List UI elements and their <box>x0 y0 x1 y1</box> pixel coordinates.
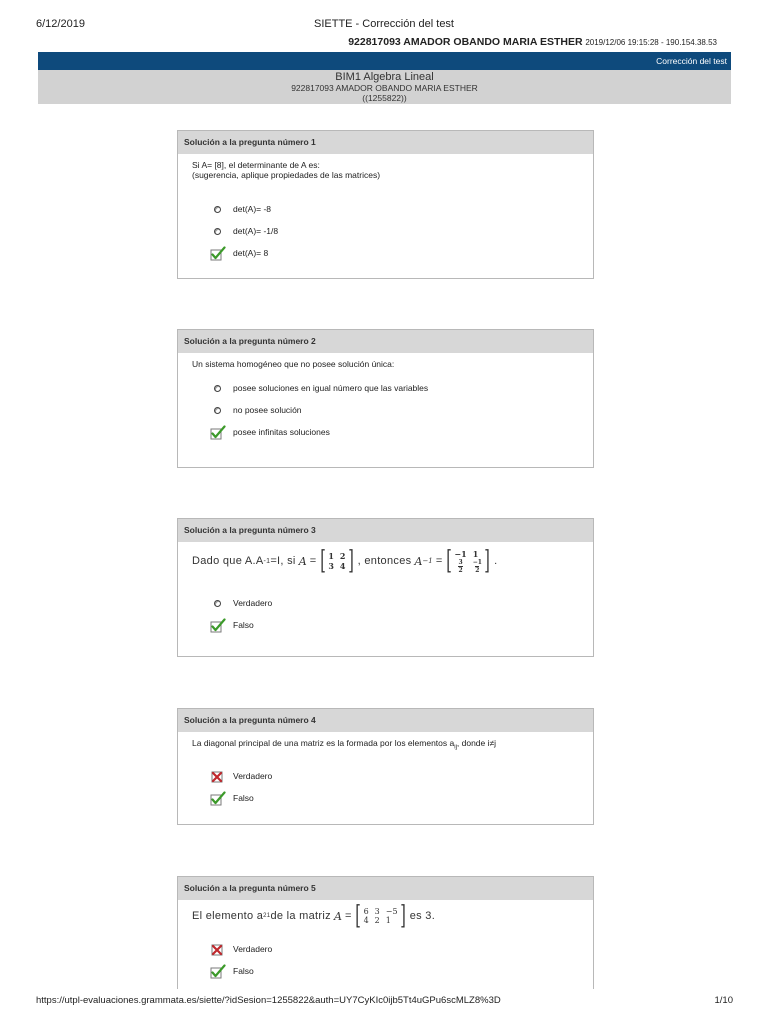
formula-eq: = <box>344 910 352 922</box>
correct-check-icon <box>210 246 226 262</box>
option-label: Falso <box>233 620 254 630</box>
answer-option[interactable] <box>192 399 579 421</box>
answer-option[interactable] <box>192 592 579 614</box>
option-label: posee infinitas soluciones <box>233 427 330 437</box>
matrix-cell: 3 <box>374 907 380 916</box>
correct-check-icon <box>210 618 226 634</box>
option-label: det(A)= -1/8 <box>233 226 279 236</box>
option-label: posee soluciones en igual número que las variables <box>233 383 429 393</box>
question-2 <box>177 329 594 468</box>
question-text-tail: , donde i≠j <box>456 738 497 748</box>
answer-option[interactable] <box>192 198 579 220</box>
question-text <box>192 738 579 753</box>
option-label: no posee solución <box>233 405 302 415</box>
print-header <box>0 14 768 30</box>
formula-eq: = <box>309 555 317 567</box>
formula-symbol: A <box>333 909 342 923</box>
matrix-cell: 6 <box>363 907 369 916</box>
question-text-line: Si A= [8], el determinante de A es: <box>192 160 320 170</box>
formula-text: de la matriz <box>270 910 331 922</box>
matrix-cell-fraction <box>473 559 482 574</box>
matrix-a: [ 1 2 3 4 ] <box>320 546 354 576</box>
user-info <box>348 36 717 48</box>
question-5 <box>177 876 594 989</box>
formula-text: El elemento a <box>192 910 264 922</box>
matrix-cell-fraction <box>454 559 466 574</box>
fraction-num: −1 <box>472 558 482 566</box>
answer-option <box>192 938 579 960</box>
formula-end: es 3. <box>409 910 436 922</box>
option-label: det(A)= -8 <box>233 204 272 214</box>
radio-icon[interactable] <box>214 206 221 213</box>
correct-check-icon <box>210 964 226 980</box>
answer-option[interactable] <box>192 377 579 399</box>
question-text-line: La diagonal principal de una matriz es la formada por los elementos a <box>192 738 455 748</box>
radio-icon[interactable] <box>214 385 221 392</box>
matrix-cell: 4 <box>363 916 369 925</box>
top-bar <box>38 52 731 70</box>
correct-check-icon <box>210 425 226 441</box>
formula-symbol: A <box>298 554 307 568</box>
matrix-cell: 2 <box>339 551 346 561</box>
matrix-a: [ 6 3 −5 4 2 1 ] <box>355 901 406 931</box>
option-label: Verdadero <box>233 944 273 954</box>
session-meta: 2019/12/06 19:15:28 - 190.154.38.53 <box>585 38 717 47</box>
matrix-cell: 1 <box>385 916 391 925</box>
matrix-cell: 4 <box>339 561 346 571</box>
matrix-a-inverse: [ −1 1 $\frac{3}{2}$ $\frac{-1}{2}$ ] <box>446 546 490 576</box>
top-bar-label: Corrección del test <box>656 56 727 66</box>
question-3 <box>177 518 594 657</box>
answer-option <box>192 960 579 982</box>
question-1 <box>177 130 594 279</box>
option-label: Falso <box>233 966 254 976</box>
print-date: 6/12/2019 <box>36 18 85 30</box>
radio-icon[interactable] <box>214 407 221 414</box>
matrix-cell: −5 <box>385 907 398 916</box>
course-title: BIM1 Algebra Lineal <box>335 71 434 83</box>
answer-option <box>192 421 579 443</box>
student-name: 922817093 AMADOR OBANDO MARIA ESTHER <box>291 83 478 93</box>
question-heading: Solución a la pregunta número 1 <box>178 131 593 154</box>
question-formula <box>192 546 579 576</box>
formula-sup: −1 <box>422 557 433 565</box>
formula-end: . <box>494 555 498 567</box>
fraction-den: 2 <box>475 566 480 574</box>
matrix-cell: −1 <box>454 548 467 559</box>
matrix-cell: 1 <box>328 551 334 561</box>
option-label: Verdadero <box>233 770 273 781</box>
radio-icon[interactable] <box>214 600 221 607</box>
answer-option <box>192 787 579 809</box>
page-url[interactable]: https://utpl-evaluaciones.grammata.es/siette/?idSesion=1255822&auth=UY7CyKIc0ijb5Tt4uGPu6scMLZ8%3D <box>36 995 501 1006</box>
session-id: ((1255822)) <box>362 93 407 103</box>
answer-option <box>192 614 579 636</box>
correct-check-icon <box>210 791 226 807</box>
matrix-cell: 1 <box>472 548 479 559</box>
option-label: det(A)= 8 <box>233 248 269 258</box>
question-heading: Solución a la pregunta número 5 <box>178 877 593 900</box>
question-text: Un sistema homogéneo que no posee solución única: <box>192 359 395 369</box>
question-text-sub: ij <box>454 744 457 751</box>
answer-option <box>192 242 579 264</box>
question-formula <box>192 901 579 931</box>
print-title: SIETTE - Corrección del test <box>314 18 454 30</box>
question-heading: Solución a la pregunta número 4 <box>178 709 593 732</box>
fraction-den: 2 <box>458 566 463 574</box>
wrong-cross-icon <box>210 942 226 958</box>
question-4 <box>177 708 594 825</box>
formula-text: =I, si <box>270 555 296 567</box>
question-heading: Solución a la pregunta número 2 <box>178 330 593 353</box>
answer-option[interactable] <box>192 220 579 242</box>
question-text-line: (sugerencia, aplique propiedades de las matrices) <box>192 170 381 180</box>
formula-eq: = <box>435 555 443 567</box>
matrix-cell: 3 <box>328 561 334 571</box>
formula-sup: -1 <box>263 557 271 565</box>
formula-symbol: A <box>414 554 423 568</box>
option-label: Falso <box>233 792 254 803</box>
course-header <box>38 70 731 104</box>
formula-sub: 21 <box>263 913 271 919</box>
user-name: 922817093 AMADOR OBANDO MARIA ESTHER <box>348 36 583 48</box>
question-text <box>192 160 579 180</box>
matrix-cell: 2 <box>374 916 380 925</box>
formula-text: Dado que A.A <box>192 555 264 567</box>
answer-option <box>192 765 579 787</box>
wrong-cross-icon <box>210 769 226 785</box>
option-label: Verdadero <box>233 598 273 608</box>
page-number: 1/10 <box>714 995 733 1006</box>
radio-icon[interactable] <box>214 228 221 235</box>
formula-text: , entonces <box>357 555 412 567</box>
fraction-num: 3 <box>458 558 463 566</box>
question-heading: Solución a la pregunta número 3 <box>178 519 593 542</box>
